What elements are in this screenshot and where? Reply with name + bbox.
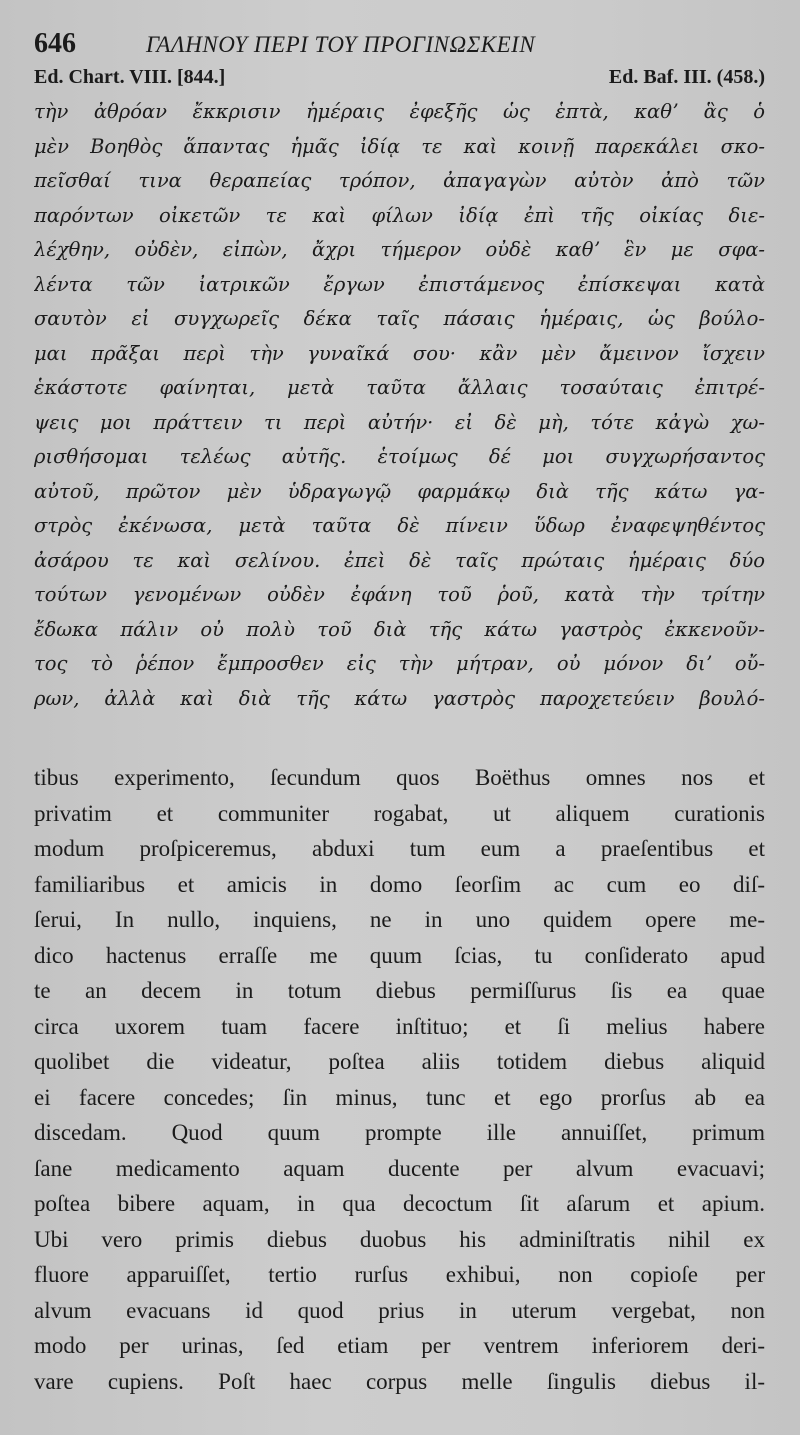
latin-line: modo per urinas, ſed etiam per ventrem inferiorem deri-: [34, 1333, 765, 1358]
latin-line: fluore apparuiſſet, tertio rurſus exhibui, non copioſe per: [34, 1262, 765, 1287]
latin-line: circa uxorem tuam facere inſtituo; et ſi melius habere: [34, 1013, 765, 1039]
greek-line: τούτων γενομένων οὐδὲν ἐφάνη τοῦ ῥοῦ, κατὰ τὴν τρίτην: [34, 583, 765, 606]
latin-line: alvum evacuans id quod prius in uterum vergebat, non: [34, 1297, 765, 1323]
latin-line: familiaribus et amicis in domo ſeorſim ac cum eo diſ-: [34, 871, 765, 897]
latin-line: poſtea bibere aquam, in qua decoctum ſit aſarum et apium.: [34, 1191, 765, 1216]
greek-line: λέντα τῶν ἰατρικῶν ἔργων ἐπιστάμενος ἐπίσκεψαι κατὰ: [34, 272, 765, 296]
greek-line: ἀσάρου τε καὶ σελίνου. ἐπεὶ δὲ ταῖς πρώταις ἡμέραις δύο: [34, 548, 765, 572]
greek-line: τος τὸ ῥέπον ἔμπροσθεν εἰς τὴν μήτραν, οὐ μόνον διʼ οὔ-: [34, 652, 765, 675]
edition-chartier: Ed. Chart. VIII. [844.]: [34, 66, 226, 88]
latin-line: privatim et communiter rogabat, ut aliquem curationis: [34, 800, 765, 826]
greek-line: μὲν Βοηθὸς ἅπαντας ἡμᾶς ἰδίᾳ τε καὶ κοινῇ παρεκάλει σκο-: [34, 134, 765, 158]
greek-line: αὐτοῦ, πρῶτον μὲν ὑδραγωγῷ φαρμάκῳ διὰ τῆς κάτω γα-: [34, 479, 765, 503]
latin-line: modum proſpiceremus, abduxi tum eum a praeſentibus et: [34, 836, 765, 861]
latin-line: dico hactenus erraſſe me quum ſcias, tu conſiderato apud: [34, 942, 765, 968]
greek-text-block: [34, 95, 765, 716]
greek-line: λέχθην, οὐδὲν, εἰπὼν, ἄχρι τήμερον οὐδὲ καθʼ ἓν με σφα-: [34, 238, 765, 261]
page-number: 646: [34, 28, 76, 59]
latin-line: te an decem in totum diebus permiſſurus ſis ea quae: [34, 978, 765, 1003]
latin-line: Ubi vero primis diebus duobus his adminiſtratis nihil ex: [34, 1226, 765, 1252]
latin-line: tibus experimento, ſecundum quos Boëthus omnes nos et: [34, 765, 765, 790]
latin-line: quolibet die videatur, poſtea aliis totidem diebus aliquid: [34, 1049, 765, 1074]
greek-line: ἑκάστοτε φαίνηται, μετὰ ταῦτα ἄλλαις τοσαύταις ἐπιτρέ-: [34, 376, 765, 399]
greek-line: ψεις μοι πράττειν τι περὶ αὐτήν· εἰ δὲ μὴ, τότε κἀγὼ χω-: [34, 410, 765, 434]
latin-line: discedam. Quod quum prompte ille annuiſſet, primum: [34, 1120, 765, 1145]
latin-line: ſerui, In nullo, inquiens, ne in uno quidem opere me-: [34, 907, 765, 932]
latin-text-block: [34, 760, 765, 1399]
greek-line: ρων, ἀλλὰ καὶ διὰ τῆς κάτω γαστρὸς παροχετεύειν βουλό-: [34, 686, 765, 710]
latin-line: vare cupiens. Poſt haec corpus melle ſingulis diebus il-: [34, 1368, 765, 1394]
edition-basel: Ed. Baf. III. (458.): [608, 66, 765, 88]
latin-line: ei facere concedes; ſin minus, tunc et ego prorſus ab ea: [34, 1084, 765, 1110]
latin-line: ſane medicamento aquam ducente per alvum evacuavi;: [34, 1155, 765, 1181]
greek-line: μαι πρᾶξαι περὶ τὴν γυναῖκά σου· κἂν μὲν ἄμεινον ἴσχειν: [34, 341, 765, 365]
greek-line: στρὸς ἐκένωσα, μετὰ ταῦτα δὲ πίνειν ὕδωρ ἐναφεψηθέντος: [34, 514, 765, 537]
greek-line: σαυτὸν εἰ συγχωρεῖς δέκα ταῖς πάσαις ἡμέραις, ὡς βούλο-: [34, 307, 765, 330]
page-header: [34, 28, 764, 62]
running-title: ΓΑΛΗΝΟΥ ΠΕΡΙ ΤΟΥ ΠΡΟΓΙΝΩΣΚΕΙΝ: [146, 32, 536, 57]
edition-references: [34, 66, 765, 92]
greek-line: ἔδωκα πάλιν οὐ πολὺ τοῦ διὰ τῆς κάτω γαστρὸς ἐκκενοῦν-: [34, 617, 765, 641]
greek-line: τὴν ἀθρόαν ἔκκρισιν ἡμέραις ἐφεξῆς ὡς ἑπτὰ, καθʼ ἃς ὁ: [34, 100, 765, 123]
greek-line: παρόντων οἰκετῶν τε καὶ φίλων ἰδίᾳ ἐπὶ τῆς οἰκίας διε-: [34, 203, 765, 227]
greek-line: ρισθήσομαι τελέως αὐτῆς. ἑτοίμως δέ μοι συγχωρήσαντος: [34, 445, 765, 468]
greek-line: πεῖσθαί τινα θεραπείας τρόπον, ἀπαγαγὼν αὐτὸν ἀπὸ τῶν: [34, 169, 765, 192]
